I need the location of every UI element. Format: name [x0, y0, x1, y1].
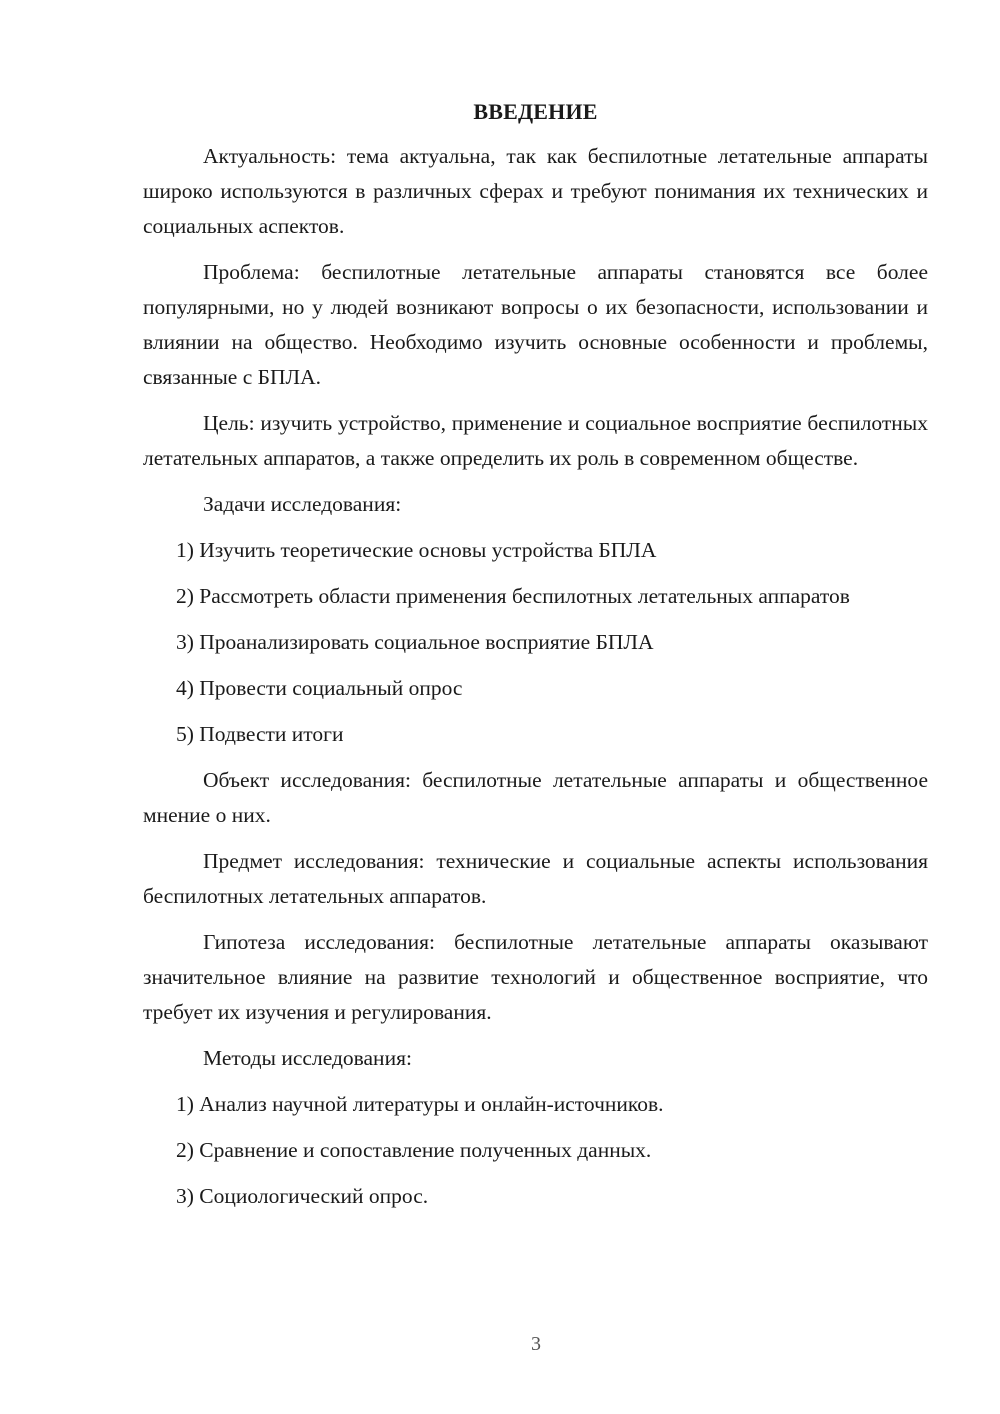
task-item: 5) Подвести итоги: [176, 722, 344, 746]
subject-paragraph: Предмет исследования: технические и социальные аспекты использования беспилотных летательных аппаратов.: [143, 849, 928, 908]
tasks-heading: Задачи исследования:: [203, 492, 402, 516]
task-item: 2) Рассмотреть области применения беспилотных летательных аппаратов: [176, 584, 850, 608]
method-item: 1) Анализ научной литературы и онлайн-источников.: [176, 1092, 664, 1116]
task-item: 4) Провести социальный опрос: [176, 676, 463, 700]
goal-paragraph: Цель: изучить устройство, применение и социальное восприятие беспилотных летательных аппаратов, а также определить их роль в современном обществе.: [143, 411, 928, 470]
object-paragraph: Объект исследования: беспилотные летательные аппараты и общественное мнение о них.: [143, 768, 928, 827]
section-title: ВВЕДЕНИЕ: [473, 99, 598, 124]
methods-heading: Методы исследования:: [203, 1046, 412, 1070]
hypothesis-paragraph: Гипотеза исследования: беспилотные летательные аппараты оказывают значительное влияние на развитие технологий и общественное восприятие, что требует их изучения и регулирования.: [143, 930, 928, 1024]
document-page: [143, 94, 928, 1225]
page-number: 3: [531, 1333, 541, 1355]
method-item: 2) Сравнение и сопоставление полученных данных.: [176, 1138, 652, 1162]
method-item: 3) Социологический опрос.: [176, 1184, 429, 1208]
relevance-paragraph: Актуальность: тема актуальна, так как беспилотные летательные аппараты широко используются в различных сферах и требуют понимания их технических и социальных аспектов.: [143, 144, 928, 238]
task-item: 3) Проанализировать социальное восприятие БПЛА: [176, 630, 654, 654]
task-item: 1) Изучить теоретические основы устройства БПЛА: [176, 538, 657, 562]
problem-paragraph: Проблема: беспилотные летательные аппараты становятся все более популярными, но у людей возникают вопросы о их безопасности, использовании и влиянии на общество. Необходимо изучить основные особенности и проблемы, связанные с БПЛА.: [143, 260, 928, 389]
